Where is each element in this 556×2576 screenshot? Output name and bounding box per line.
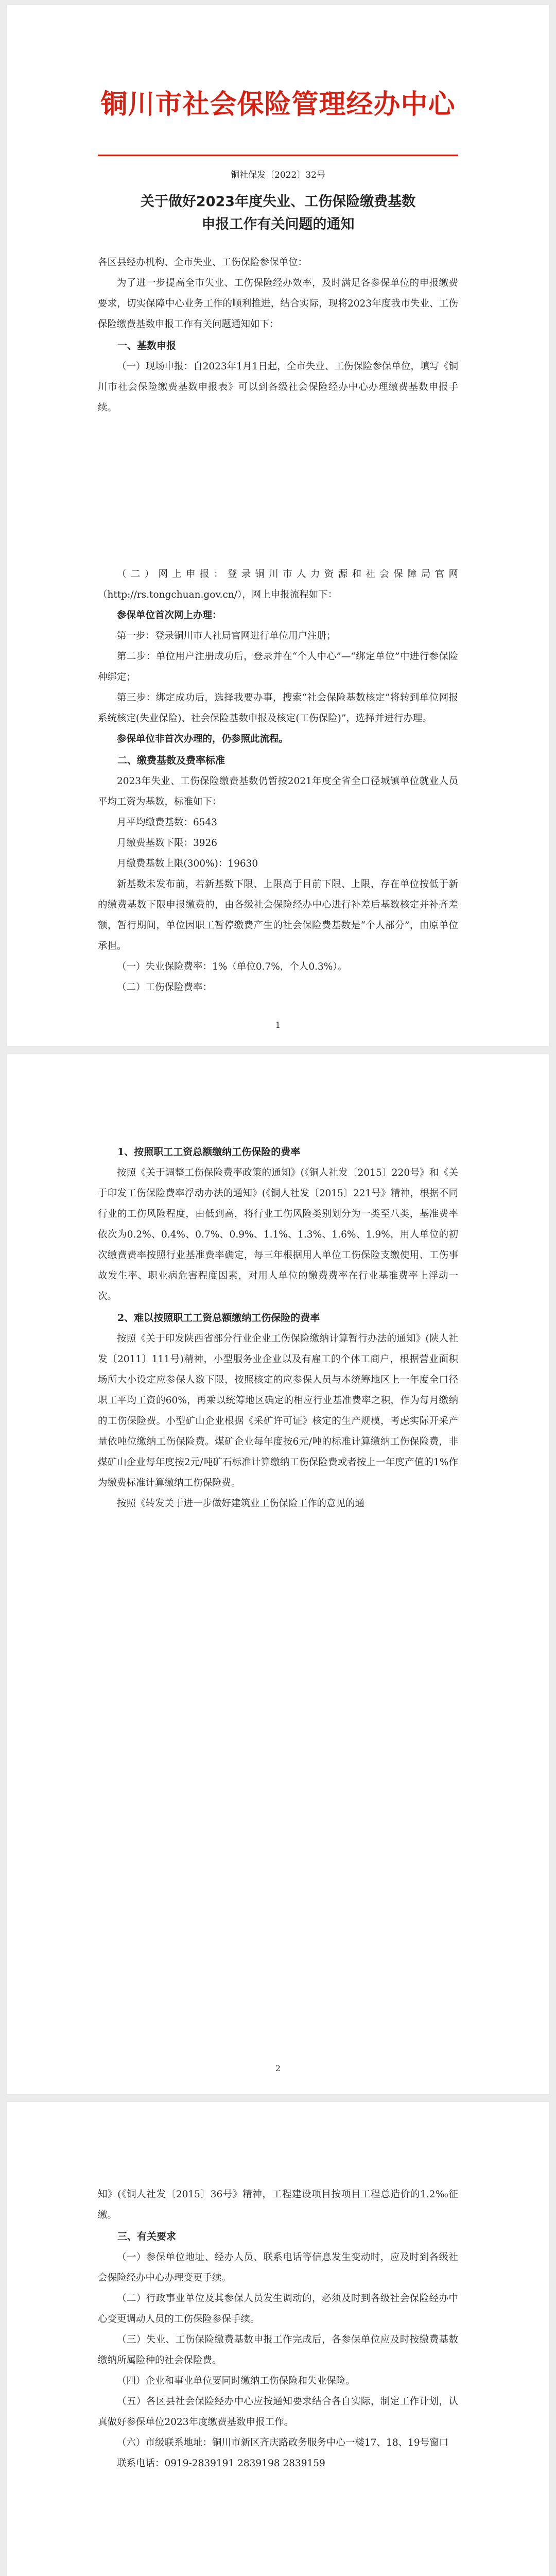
document-number: 铜社保发〔2022〕32号 — [231, 170, 325, 180]
step-3: 第三步：绑定成功后，选择我要办事，搜索“社会保险基数核定”将转到单位网报系统核定(失业保险)、社会保险基数申报及核定(工伤保险)”，选择并进行办理。 — [98, 692, 458, 724]
requirement-2: （二）行政事业单位及其参保人员发生调动的，必须及时到各级社会保险经办中心变更调动人员的工伤保险参保手续。 — [98, 2293, 458, 2325]
online-declaration: （二）网上申报：登录铜川市人力资源和社会保障局官网（http://rs.tongchuan.gov.cn/），网上申报流程如下： — [98, 569, 458, 600]
requirement-4: （四）企业和事业单位要同时缴纳工伤保险和失业保险。 — [117, 2376, 355, 2386]
requirement-3: （三）失业、工伤保险缴费基数申报工作完成后，各参保单位应及时按缴费基数缴纳所属险种的社会保险费。 — [98, 2334, 458, 2366]
continued-paragraph: 知》(《铜人社发〔2015〕36号》精神，工程建设项目按项目工程总造价的1.2‰征缴。 — [98, 2189, 458, 2221]
contact-phone: 联系电话：0919-2839191 2839198 2839159 — [117, 2458, 325, 2469]
intro-paragraph: 为了进一步提高全市失业、工伤保险经办效率，及时满足各参保单位的申报缴费要求，切实保障中心业务工作的顺利推进，结合实际，现将2023年度我市失业、工伤保险缴费基数申报工作有关问题通知如下： — [98, 278, 458, 330]
document-title-line-1: 关于做好2023年度失业、工伤保险缴费基数 — [140, 194, 416, 210]
non-first-time: 参保单位非首次办理的，仍参照此流程。 — [117, 734, 289, 744]
average-base: 月平均缴费基数：6543 — [117, 817, 218, 828]
new-base-note: 新基数未发布前，若新基数下限、上限高于目前下限、上限，存在单位按低于新的缴费基数下限申报缴费的，由各级社会保险经办中心进行补差后基数核定并补齐差额，暂行期间，单位因职工暂停缴费产生的社会保险费基数是“个人部分”，由原单位承担。 — [98, 879, 458, 952]
injury-rate-subheading-2: 2、难以按照职工工资总额缴纳工伤保险的费率 — [117, 1312, 320, 1324]
document-page-3 — [7, 2102, 549, 2576]
onsite-declaration: （一）现场申报：自2023年1月1日起，全市失业、工伤保险参保单位，填写《铜川市社会保险缴费基数申报表》可以到各级社会保险经办中心办理缴费基数申报手续。 — [98, 361, 458, 413]
injury-rate-paragraph-2: 按照《关于印发陕西省部分行业企业工伤保险缴纳计算暂行办法的通知》(陕人社发〔2011〕111号)精神，小型服务业企业以及有雇工的个体工商户，根据营业面积场所大小设定应参保人数下限，按照核定的应参保人员与本统筹地区上一年度全口径职工平均工资的60%，再乘以统筹地区确定的相应行业基准费率之积，作为每月缴纳的工伤保险费。小型矿山企业根据《采矿许可证》核定的生产规模，考虑实际开采产量依吨位缴纳工伤保险费。煤矿企业每年度按6元/吨的标准计算缴纳工伤保险费，非煤矿山企业每年度按2元/吨矿石标准计算缴纳工伤保险费或者按上一年度产值的1%作为缴费标准计算缴纳工伤保险费。 — [98, 1333, 458, 1488]
injury-rate-paragraph-3: 按照《转发关于进一步做好建筑业工伤保险工作的意见的通 — [117, 1498, 365, 1509]
unemployment-rate: （一）失业保险费率：1%（单位0.7%，个人0.3%）。 — [117, 961, 348, 972]
section-heading-1: 一、基数申报 — [117, 340, 177, 351]
requirement-5: （五）各区县社会保险经办中心应按通知要求结合各自实际，制定工作计划，认真做好参保单位2023年度缴费基数申报工作。 — [98, 2396, 458, 2428]
salutation: 各区县经办机构、全市失业、工伤保险参保单位： — [98, 257, 308, 268]
step-1: 第一步：登录铜川市人社局官网进行单位用户注册； — [117, 631, 336, 641]
page-number: 1 — [275, 1020, 281, 1030]
document-title-line-2: 申报工作有关问题的通知 — [201, 216, 355, 232]
requirement-1: （一）参保单位地址、经办人员、联系电话等信息发生变动时，应及时到各级社会保险经办中心办理变更手续。 — [98, 2252, 458, 2283]
requirement-6: （六）市级联系地址：铜川市新区齐庆路政务服务中心一楼17、18、19号窗口 — [117, 2437, 449, 2448]
injury-rate-paragraph-1: 按照《关于调整工伤保险费率政策的通知》(《铜人社发〔2015〕220号》和《关于印发工伤保险费率浮动办法的通知》(《铜人社发〔2015〕221号》精神，根据不同行业的工伤风险程度，由低到高，将行业工伤风险类别划分为一类至八类，基准费率依次为0.2%、0.4%、0.7%、0.9%、1.1%、1.3%、1.6%、1.9%，用人单位的初次缴费费率按照行业基准费率确定，每三年根据用人单位工伤保险支缴使用、工伤事故发生率、职业病危害程度因素，对用人单位的缴费费率在行业基准费率上浮动一次。 — [98, 1167, 458, 1302]
section-heading-3: 三、有关要求 — [117, 2231, 177, 2242]
base-standard-text: 2023年失业、工伤保险缴费基数仍暂按2021年度全省全口径城镇单位就业人员平均工资为基数，标准如下： — [98, 776, 458, 807]
step-2: 第二步：单位用户注册成功后，登录并在“个人中心”—“绑定单位”中进行参保险种绑定； — [98, 651, 458, 683]
base-upper-limit: 月缴费基数上限(300%)：19630 — [117, 858, 258, 869]
document-page-2 — [7, 1054, 549, 2094]
page-number: 2 — [275, 2063, 281, 2073]
first-time-heading: 参保单位首次网上办理： — [117, 610, 222, 621]
document-page-1 — [7, 5, 549, 1046]
red-divider-line — [98, 155, 458, 156]
injury-rate-heading: （二）工伤保险费率： — [117, 982, 213, 993]
issuing-organization-header: 铜川市社会保险管理经办中心 — [100, 89, 456, 120]
base-lower-limit: 月缴费基数下限：3926 — [117, 838, 218, 849]
section-heading-2: 二、缴费基数及费率标准 — [117, 755, 225, 766]
injury-rate-subheading-1: 1、按照职工工资总额缴纳工伤保险的费率 — [117, 1146, 301, 1158]
